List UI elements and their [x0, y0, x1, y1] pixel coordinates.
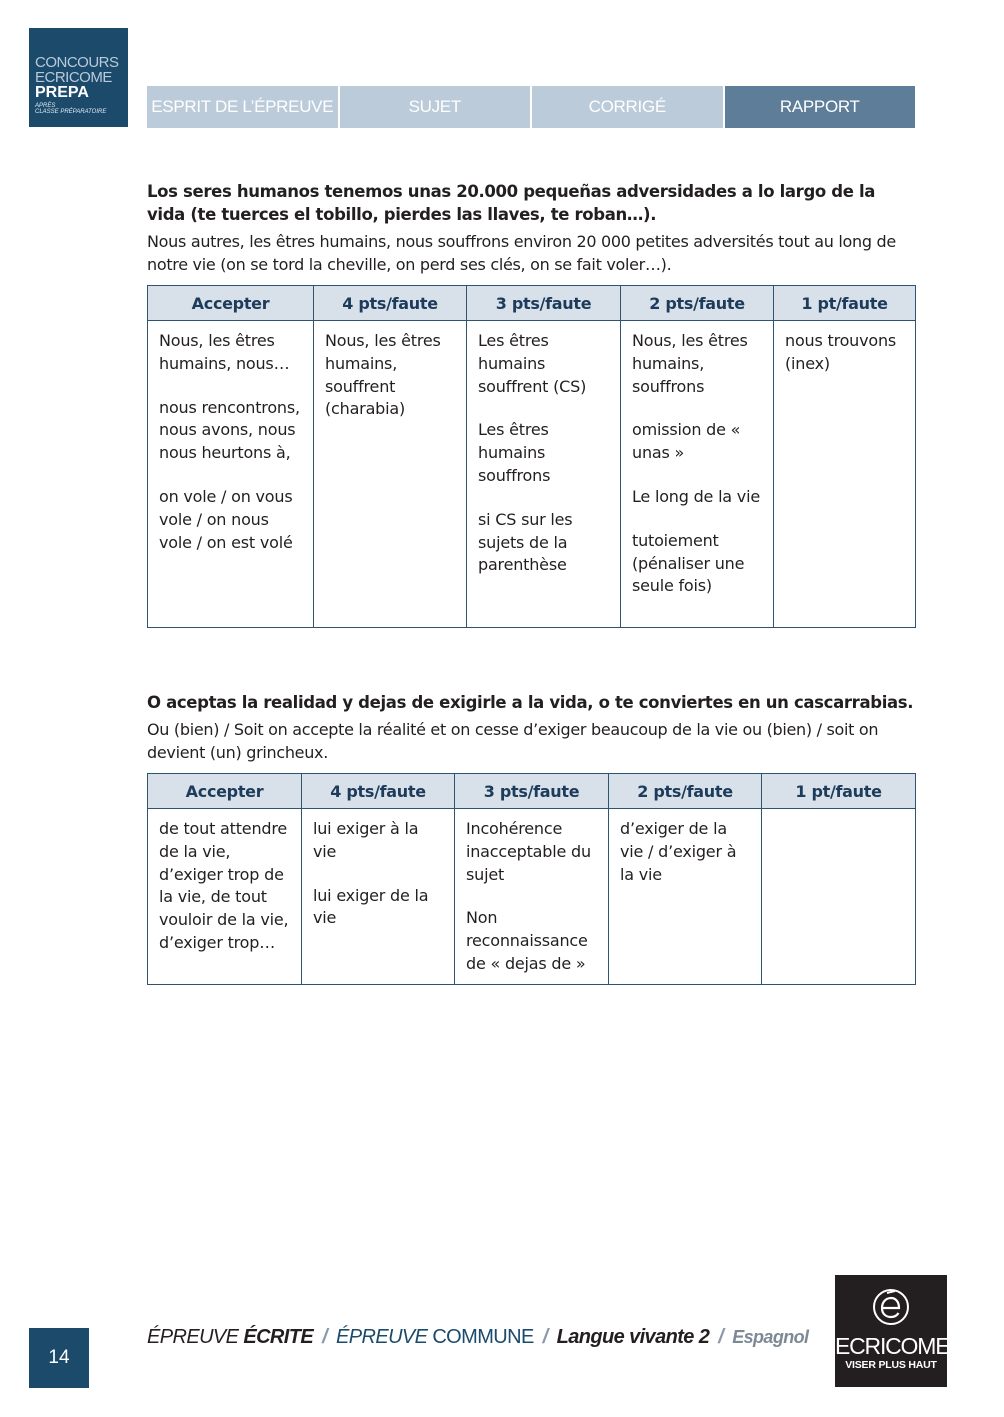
header-accepter: Accepter [148, 774, 302, 809]
header-2pts: 2 pts/faute [609, 774, 762, 809]
cell-3pts [467, 321, 621, 628]
cell-entry: d’exiger de la vie / d’exiger à la vie [620, 819, 737, 884]
cell-entry: Le long de la vie [632, 486, 760, 506]
header-accepter: Accepter [148, 286, 314, 321]
tab-rapport[interactable]: RAPPORT [725, 86, 916, 128]
tab-sujet[interactable]: SUJET [340, 86, 531, 128]
footer-langue: Langue vivante 2 [556, 1326, 710, 1348]
logo-line-prepa: PREPA [35, 84, 89, 101]
translation: Ou (bien) / Soit on accepte la réalité et on cesse d’exiger beaucoup de la vie ou (bien) / soit on devient (un) grincheux. [147, 720, 879, 762]
header-3pts: 3 pts/faute [455, 774, 609, 809]
cell-accepter [148, 809, 302, 985]
cell-entry: Incohérence inacceptable du sujet [466, 819, 591, 884]
cell-2pts [609, 809, 762, 985]
cell-entry: nous rencontrons, nous avons, nous nous heurtons à, [159, 397, 300, 463]
footer-commune: COMMUNE [432, 1326, 534, 1348]
cell-1pt [762, 809, 916, 985]
logo-line-classe: CLASSE PRÉPARATOIRE [35, 109, 107, 115]
footer-separator: / [542, 1326, 548, 1348]
ecricome-e-icon [871, 1287, 911, 1327]
cell-entry: on vole / on vous vole / on nous vole / on est volé [159, 486, 293, 552]
cell-entry: lui exiger à la vie [313, 819, 419, 861]
cell-4pts [302, 809, 455, 985]
logo-line-concours: CONCOURS [35, 54, 119, 71]
footer-separator: / [322, 1326, 328, 1348]
cell-entry: Les êtres humains souffrent (CS) [478, 331, 587, 396]
cell-entry: Nous, les êtres humains, nous… [159, 331, 290, 373]
ecricome-logo [835, 1275, 950, 1387]
logo-name: ECRICOME [835, 1333, 950, 1359]
cell-3pts [455, 809, 609, 985]
header-1pt: 1 pt/faute [774, 286, 916, 321]
correction-section-2 [147, 691, 915, 985]
header-1pt: 1 pt/faute [762, 774, 916, 809]
cell-1pt [774, 321, 916, 628]
tab-corrige[interactable]: CORRIGÉ [532, 86, 723, 128]
logo-line-ecricome: ECRICOME [35, 69, 112, 86]
grading-table [147, 285, 916, 628]
cell-entry: tutoiement (pénaliser une seule fois) [632, 530, 745, 596]
translation: Nous autres, les êtres humains, nous souffrons environ 20 000 petites adversités tout au long de notre vie (on se tord la cheville, on perd ses clés, on se fait voler…). [147, 232, 896, 274]
cell-entry: Nous, les êtres humains, souffrent (charabia) [325, 331, 441, 419]
cell-accepter [148, 321, 314, 628]
footer-epreuve-pre: ÉPREUVE [147, 1326, 244, 1348]
table-header-row [148, 774, 916, 809]
grading-table [147, 773, 916, 985]
header-4pts: 4 pts/faute [314, 286, 467, 321]
footer-espagnol: Espagnol [732, 1327, 809, 1347]
cell-4pts [314, 321, 467, 628]
footer-separator: / [718, 1326, 724, 1348]
correction-section-1 [147, 180, 915, 628]
cell-2pts [621, 321, 774, 628]
table-header-row [148, 286, 916, 321]
cell-entry: nous trouvons (inex) [785, 331, 897, 373]
cell-entry: lui exiger de la vie [313, 885, 429, 928]
footer-ecrite: ÉCRITE [243, 1326, 314, 1348]
logo-tagline: VISER PLUS HAUT [845, 1359, 937, 1371]
tab-esprit-epreuve[interactable]: ESPRIT DE L’ÉPREUVE [147, 86, 338, 128]
source-sentence: O aceptas la realidad y dejas de exigirle a la vida, o te conviertes en un cascarrabias. [147, 693, 914, 712]
logo-line-apres: APRÈS [35, 103, 56, 109]
section-tabs [147, 86, 915, 128]
table-row [148, 809, 916, 985]
header-2pts: 2 pts/faute [621, 286, 774, 321]
page-number: 14 [29, 1328, 89, 1388]
cell-entry: omission de « unas » [632, 420, 741, 463]
table-row [148, 321, 916, 628]
concours-ecricome-logo [29, 28, 128, 127]
cell-entry: de tout attendre de la vie, d’exiger trop de la vie, de tout vouloir de la vie, d’exiger trop… [159, 819, 289, 952]
source-sentence: Los seres humanos tenemos unas 20.000 pequeñas adversidades a lo largo de la vida (te tuerces el tobillo, pierdes las llaves, te roban…). [147, 182, 876, 224]
header-3pts: 3 pts/faute [467, 286, 621, 321]
cell-entry: si CS sur les sujets de la parenthèse [478, 509, 573, 575]
footer-breadcrumb [147, 1326, 808, 1349]
footer-epreuve2-pre: ÉPREUVE [336, 1326, 433, 1348]
header-4pts: 4 pts/faute [302, 774, 455, 809]
cell-entry: Les êtres humains souffrons [478, 420, 551, 485]
cell-entry: Nous, les êtres humains, souffrons [632, 331, 748, 396]
cell-entry: Non reconnaissance de « dejas de » [466, 908, 588, 973]
